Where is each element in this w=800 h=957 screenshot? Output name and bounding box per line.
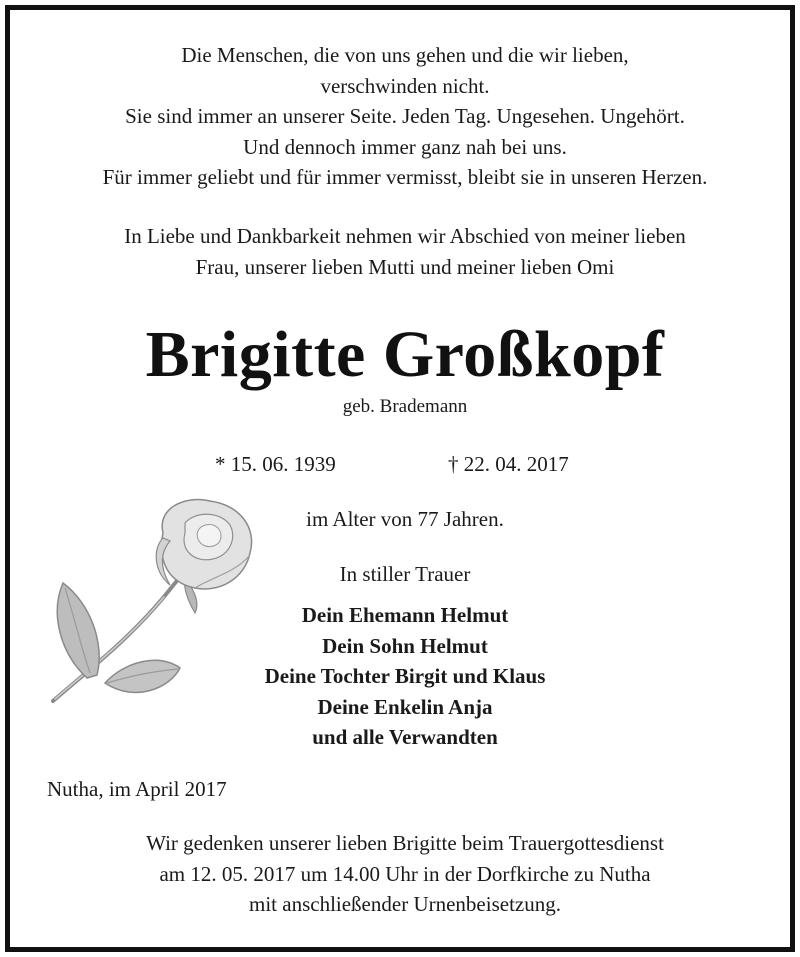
verse-line: Für immer geliebt und für immer vermisst, bleibt sie in unseren Herzen. [102,165,708,189]
service-line: mit anschließender Urnenbeisetzung. [249,892,561,916]
mourner-line: und alle Verwandten [312,725,498,749]
deceased-name: Brigitte Großkopf [145,318,665,391]
rose-leaf-lower [105,660,180,692]
age-text: im Alter von 77 Jahren. [306,507,504,531]
service-line: am 12. 05. 2017 um 14.00 Uhr in der Dorfkirche zu Nutha [159,861,651,886]
verse-line: Und dennoch immer ganz nah bei uns. [243,134,567,159]
mourning-heading: In stiller Trauer [339,562,471,586]
place-and-date: Nutha, im April 2017 [47,777,227,801]
maiden-name: geb. Brademann [342,396,468,417]
birth-date: * 15. 06. 1939 [215,452,336,476]
mourner-line: Dein Sohn Helmut [322,633,488,658]
memorial-verse [10,40,800,193]
intro-line: In Liebe und Dankbarkeit nehmen wir Abschied von meiner lieben [124,224,686,248]
verse-line: Sie sind immer an unserer Seite. Jeden Tag. Ungesehen. Ungehört. [125,104,685,128]
mourners-list [210,600,600,753]
farewell-intro [10,221,800,283]
service-notice [10,828,800,920]
intro-line: Frau, unserer lieben Mutti und meiner lieben Omi [195,255,615,279]
death-date: † 22. 04. 2017 [448,452,569,476]
rose-leaf-left [57,583,99,678]
mourner-line: Deine Enkelin Anja [317,694,493,719]
verse-line: Die Menschen, die von uns gehen und die wir lieben, [181,43,629,67]
mourner-line: Dein Ehemann Helmut [301,603,509,627]
service-line: Wir gedenken unserer lieben Brigitte beim Trauergottesdienst [146,831,664,855]
mourner-line: Deine Tochter Birgit und Klaus [264,664,546,688]
verse-line: verschwinden nicht. [320,73,490,98]
obituary-notice [5,5,795,952]
